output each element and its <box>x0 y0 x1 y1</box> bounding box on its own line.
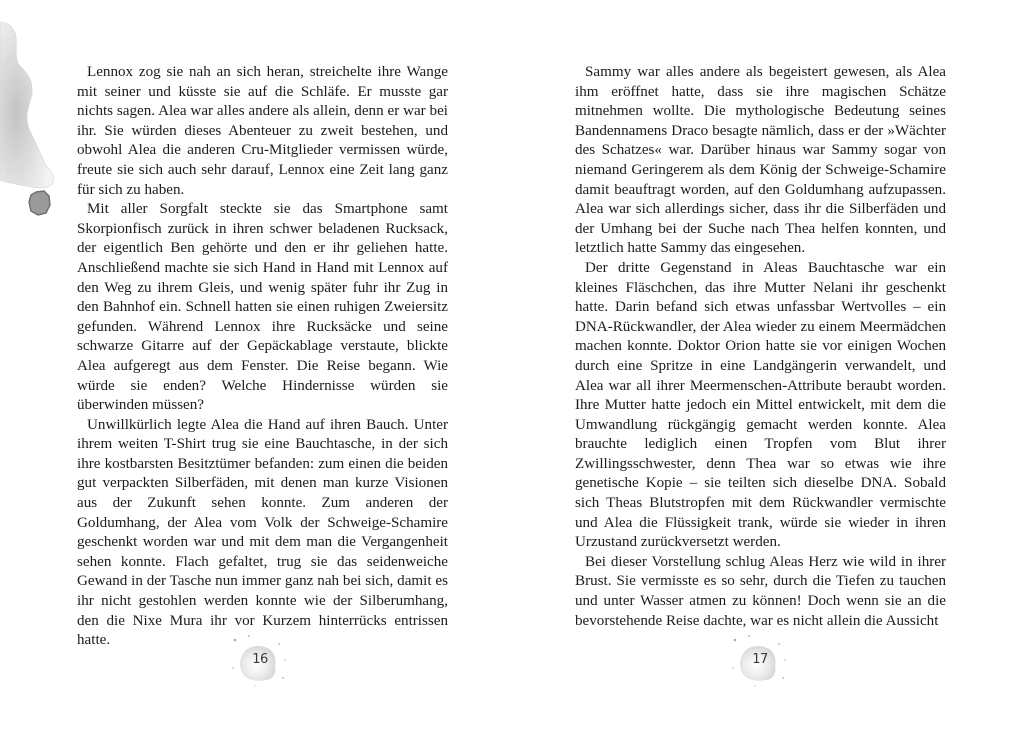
right-page <box>510 0 1020 738</box>
paragraph: Sammy war alles andere als begeistert gewesen, als Alea ihm eröffnet hatte, dass sie ihre magischen Schätze mitnehmen wollte. Die mythologische Bedeutung seines Bandennamens Draco besagte nämlich, dass er der »Wächter des Schatzes« war. Darüber hinaus war Sammy sogar von niemand Geringerem als dem König der Schweige-Schamire damit beauftragt worden, auf den Goldumhang aufzupassen. Alea war sich allerdings sicher, dass ihr die Silberfäden und der Umhang bei der Suche nach Thea helfen konnten, und letztlich hatte Sammy das eingesehen. <box>575 64 946 257</box>
paragraph: Lennox zog sie nah an sich heran, streichelte ihre Wange mit seiner und küsste sie auf die Schläfe. Er musste gar nichts sagen. Alea war alles andere als allein, denn er war bei ihr. Sie würden dieses Abenteuer zu zweit bestehen, und obwohl Alea die anderen Cru-Mitglieder vermissen würde, freute sie sich auch sehr darauf, Lennox eine Zeit lang ganz für sich zu haben. <box>77 64 448 198</box>
page-number-container <box>225 630 295 690</box>
paragraph: Bei dieser Vorstellung schlug Aleas Herz wie wild in ihrer Brust. Sie vermisste es so sehr, durch die Tiefen zu tauchen und unter Wasser atmen zu können! Doch wenn sie an die bevorstehende Reise dachte, war es nicht allein die Aussicht <box>575 553 946 629</box>
paragraph: Mit aller Sorgfalt steckte sie das Smartphone samt Skorpionfisch zurück in ihren schwer beladenen Rucksack, der eigentlich Ben gehörte und den er ihr geliehen hatte. Anschließend machte sie sich Hand in Hand mit Lennox auf den Weg zu ihrem Gleis, und wenig später fuhr ihr Zug in den Bahnhof ein. Schnell hatten sie einen ruhigen Zweiersitz gefunden. Während Lennox ihre Rucksäcke und seine schwarze Gitarre auf der Gepäckablage verstaute, blickte Alea aufgeregt aus dem Fenster. Die Reise begann. Wie würde sie enden? Welche Hindernisse würden sie überwinden müssen? <box>77 201 448 414</box>
watercolor-splash-decoration <box>0 0 70 240</box>
page-number: 17 <box>752 652 768 667</box>
right-page-text <box>575 63 946 631</box>
ink-dot <box>29 191 50 215</box>
paragraph: Unwillkürlich legte Alea die Hand auf ihren Bauch. Unter ihrem weiten T-Shirt trug sie eine Bauchtasche, in der sich ihre kostbarsten Besitztümer befanden: zum einen die beiden gut verpackten Silberfäden, mit denen man kurze Visionen aus der Zukunft sehen konnte. Zum anderen der Goldumhang, der Alea vom Volk der Schweige-Schamire geschenkt worden war und mit dem man die Vergangenheit sehen konnte. Flach gefaltet, trug sie das seidenweiche Gewand in der Tasche nun immer ganz nah bei sich, damit es ihr nicht gestohlen werden konnte wie der Silberumhang, den die Nixe Mura ihr vor Kurzem hinterrücks entrissen hatte. <box>77 416 448 649</box>
paragraph: Der dritte Gegenstand in Aleas Bauchtasche war ein kleines Fläschchen, das ihre Mutter Nelani ihr geschenkt hatte. Darin befand sich etwas unfassbar Wertvolles – ein DNA-Rückwandler, der Alea wieder zu einem Meermädchen machen konnte. Doktor Orion hatte sie vor einigen Wochen durch eine Spritze in eine Landgängerin verwandelt, und Alea war all ihrer Meermenschen-Attribute beraubt worden. Ihre Mutter hatte jedoch ein Mittel entwickelt, mit dem die Umwandlung rückgängig gemacht werden konnte. Alea brauchte lediglich einen Tropfen vom Blut ihrer Zwillingsschwester, denn Thea war so etwas wie ihre genetische Kopie – sie teilten sich dieselbe DNA. Sobald sich Theas Blutstropfen mit dem Rückwandler vermischte und Alea die Flüssigkeit trank, würde sie wieder in ihren Urzustand zurückversetzt werden. <box>575 259 946 551</box>
page-number: 16 <box>252 652 268 667</box>
left-page-text <box>77 63 448 651</box>
page-number-container <box>725 630 795 690</box>
